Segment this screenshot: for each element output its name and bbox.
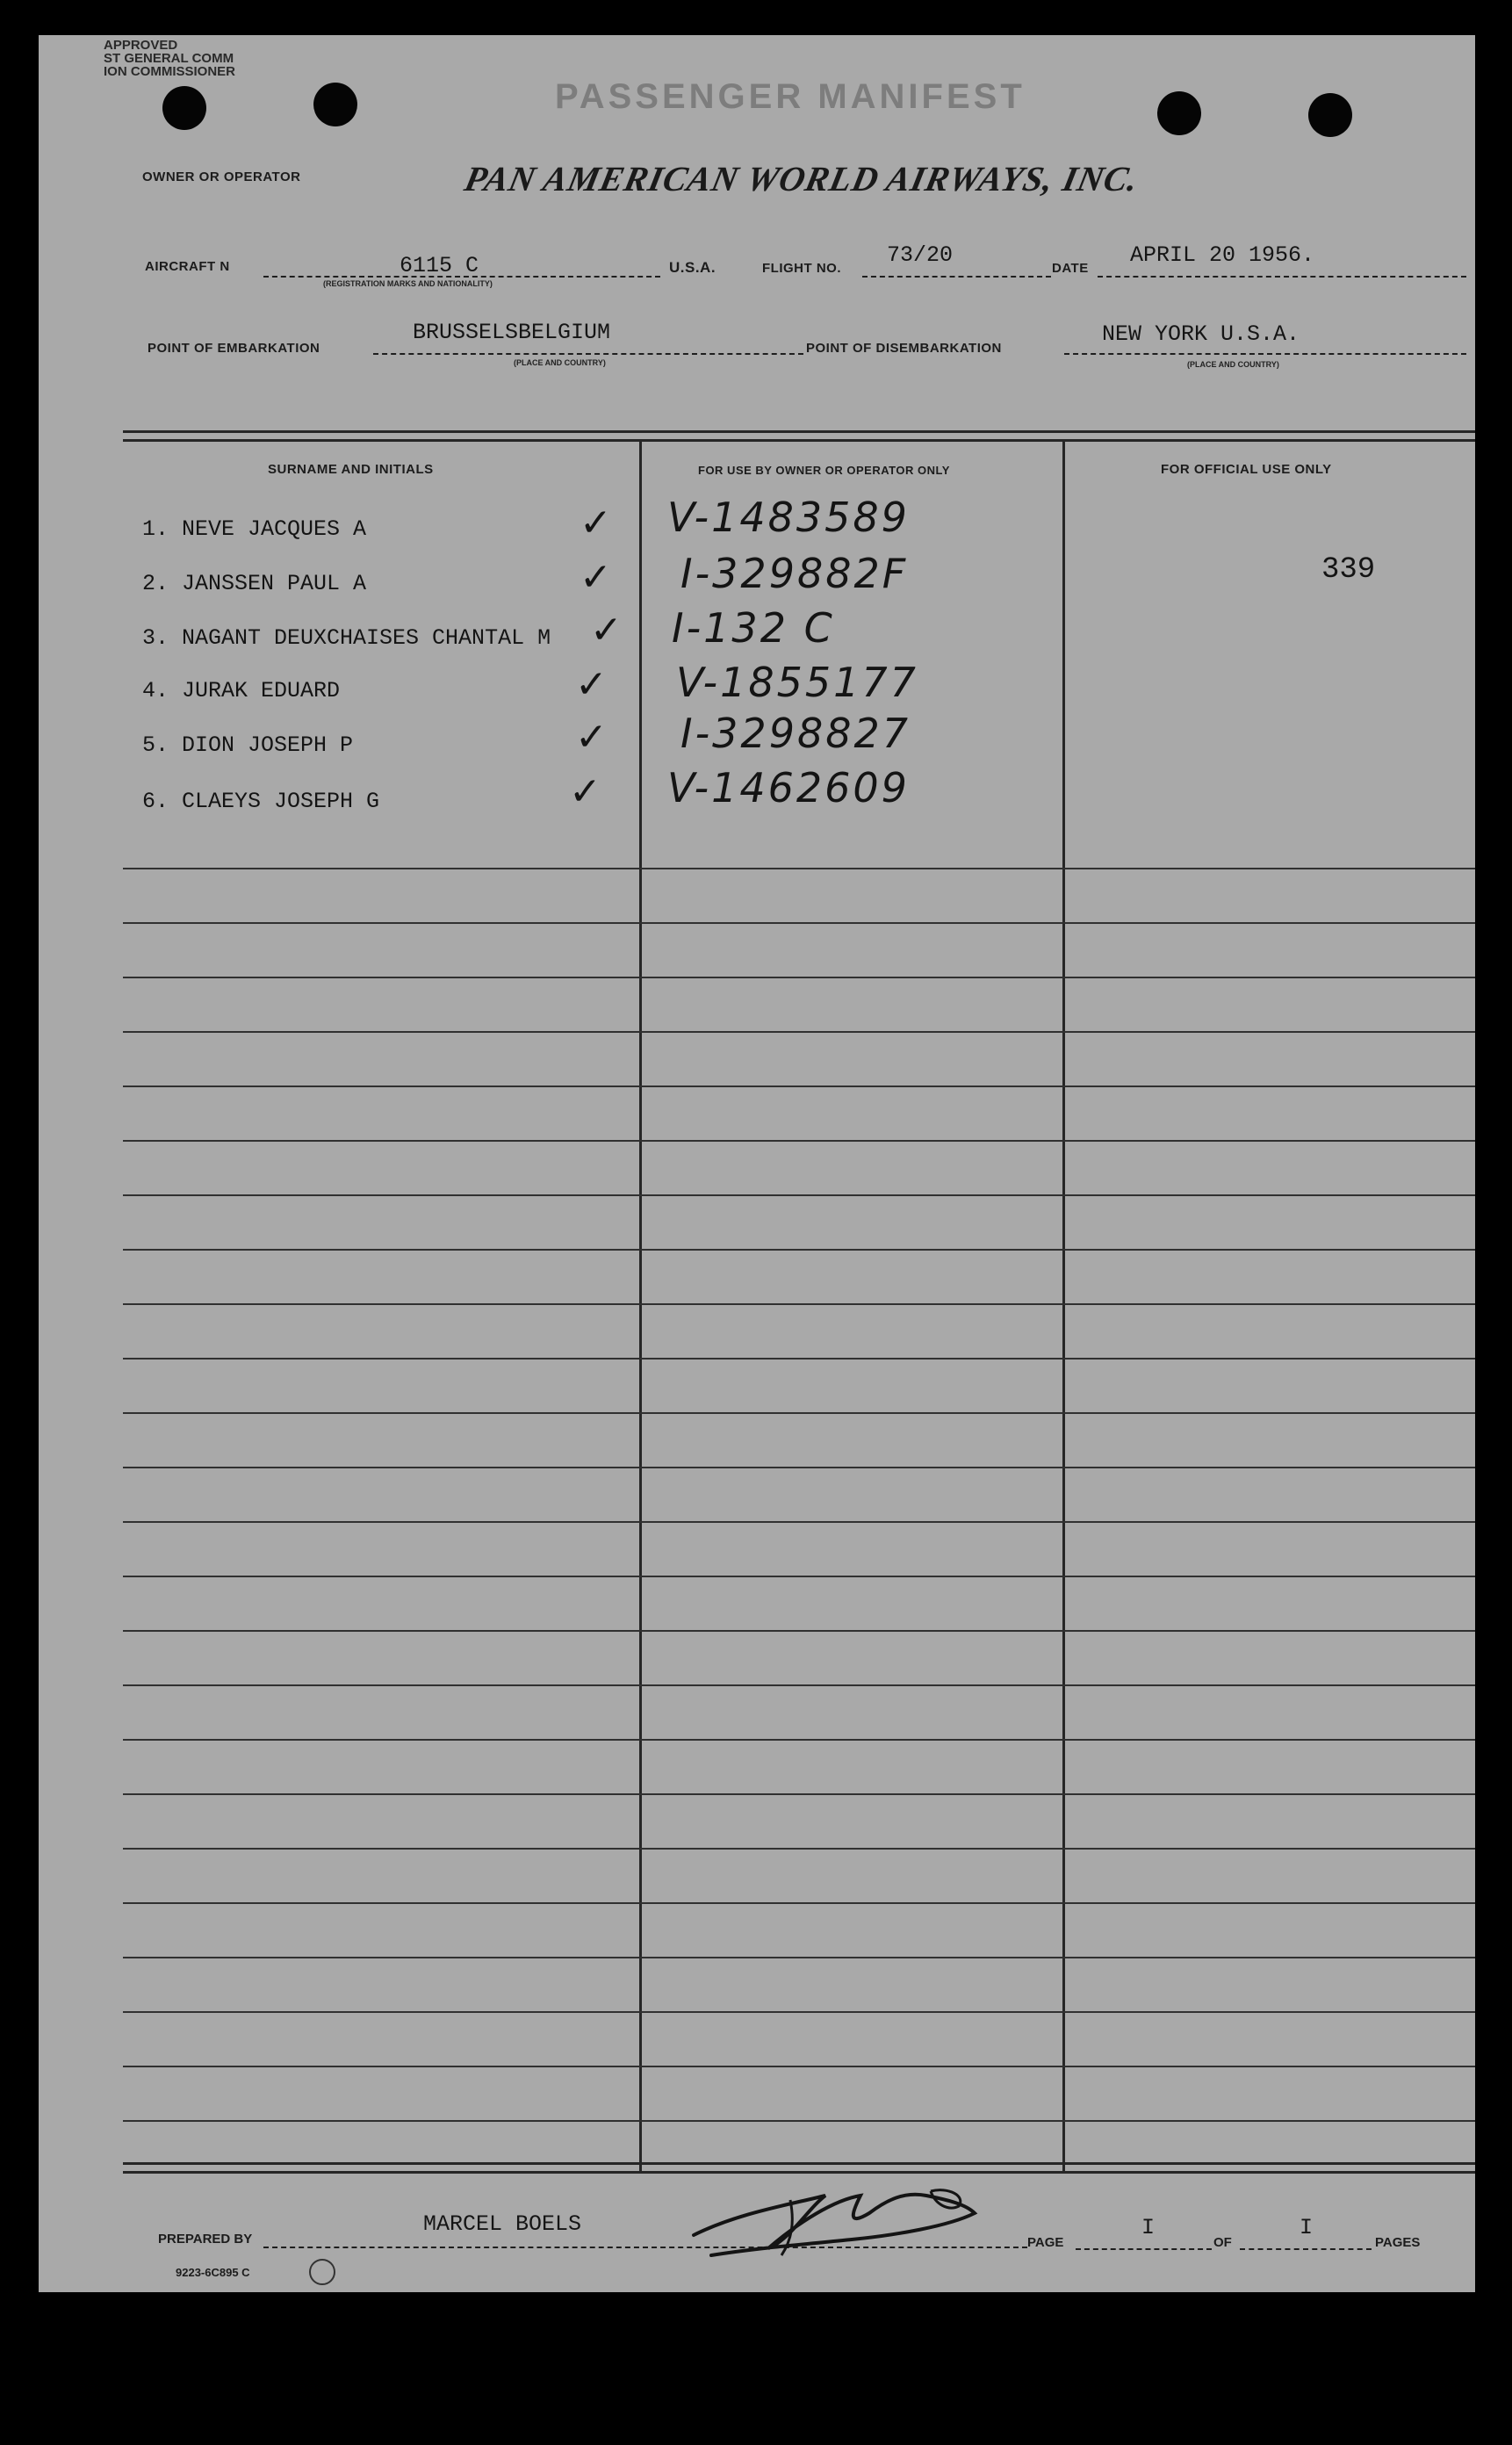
aircraft-number: 6115 C — [400, 253, 479, 278]
disembarkation-label: POINT OF DISEMBARKATION — [806, 341, 1002, 356]
registration-note: (REGISTRATION MARKS AND NATIONALITY) — [323, 279, 493, 288]
stamp-line: ION COMMISSIONER — [104, 64, 236, 79]
row-rule — [123, 1031, 1475, 1033]
disembarkation-place-note: (PLACE AND COUNTRY) — [1187, 360, 1279, 369]
row-rule — [123, 1358, 1475, 1360]
disembarkation-underline — [1064, 353, 1466, 355]
row-rule — [123, 868, 1475, 869]
owner-label: OWNER OR OPERATOR — [142, 169, 301, 184]
column-header-official: FOR OFFICIAL USE ONLY — [1161, 462, 1332, 477]
stamp-line: APPROVED — [104, 38, 178, 53]
row-rule — [123, 977, 1475, 978]
row-rule — [123, 1194, 1475, 1196]
embarkation-point: BRUSSELSBELGIUM — [413, 320, 611, 345]
row-rule — [123, 1085, 1475, 1087]
page-number: I — [1141, 2215, 1156, 2240]
official-entry: 339 — [1321, 553, 1376, 587]
usa-label: U.S.A. — [669, 259, 716, 276]
of-label: OF — [1213, 2235, 1232, 2250]
date-underline — [1098, 276, 1466, 278]
row-rule — [123, 1467, 1475, 1468]
page-title: PASSENGER MANIFEST — [555, 77, 1026, 116]
row-rule — [123, 1412, 1475, 1414]
column-header-operator: FOR USE BY OWNER OR OPERATOR ONLY — [698, 464, 950, 477]
column-divider — [1062, 441, 1065, 2171]
row-rule — [123, 1576, 1475, 1577]
approval-stamp — [104, 39, 332, 78]
flight-number: 73/20 — [887, 242, 954, 268]
flight-underline — [862, 276, 1051, 278]
prepared-by-name: MARCEL BOELS — [423, 2211, 582, 2237]
embarkation-underline — [373, 353, 803, 355]
row-rule — [123, 1249, 1475, 1251]
row-rule — [123, 1739, 1475, 1741]
column-divider — [639, 441, 642, 2171]
row-rule — [123, 1684, 1475, 1686]
passenger-name: 5. DION JOSEPH P — [142, 732, 354, 758]
operator-reference: I-132 C — [672, 604, 835, 652]
of-underline — [1240, 2248, 1372, 2250]
prepared-by-label: PREPARED BY — [158, 2232, 253, 2247]
row-rule — [123, 1957, 1475, 1958]
page-total: I — [1300, 2215, 1314, 2240]
row-rule — [123, 2011, 1475, 2013]
punch-hole — [313, 83, 357, 126]
check-mark: ✓ — [569, 769, 601, 814]
row-rule — [123, 1848, 1475, 1850]
passenger-name: 4. JURAK EDUARD — [142, 678, 341, 703]
operator-reference: I-3298827 — [680, 710, 911, 757]
row-rule — [123, 1521, 1475, 1523]
page-underline — [1076, 2248, 1212, 2250]
punch-hole — [162, 86, 206, 130]
table-top-rule — [123, 430, 1475, 433]
row-rule — [123, 1303, 1475, 1305]
operator-reference: V-1483589 — [667, 494, 910, 541]
table-top-rule — [123, 439, 1475, 442]
union-label-icon — [309, 2259, 335, 2285]
check-mark: ✓ — [575, 715, 608, 760]
check-mark: ✓ — [575, 662, 608, 707]
disembarkation-point: NEW YORK U.S.A. — [1102, 321, 1300, 347]
row-rule — [123, 1140, 1475, 1142]
operator-reference: V-1855177 — [676, 659, 918, 706]
passenger-name: 1. NEVE JACQUES A — [142, 516, 367, 542]
check-mark: ✓ — [590, 608, 623, 653]
row-rule — [123, 1902, 1475, 1904]
punch-hole — [1308, 93, 1352, 137]
signature — [685, 2160, 1019, 2266]
manifest-sheet — [39, 35, 1475, 2292]
row-rule — [123, 2120, 1475, 2122]
embarkation-label: POINT OF EMBARKATION — [148, 341, 320, 356]
aircraft-label: AIRCRAFT N — [145, 259, 230, 274]
check-mark: ✓ — [580, 555, 612, 600]
manifest-date: APRIL 20 1956. — [1130, 242, 1315, 268]
column-header-surname: SURNAME AND INITIALS — [268, 462, 434, 477]
operator-reference: V-1462609 — [667, 764, 910, 811]
check-mark: ✓ — [580, 501, 612, 545]
operator-reference: I-329882F — [680, 550, 909, 597]
pages-label: PAGES — [1375, 2235, 1421, 2250]
stamp-line: ST GENERAL COMM — [104, 51, 234, 66]
passenger-name: 2. JANSSEN PAUL A — [142, 571, 367, 596]
row-rule — [123, 2066, 1475, 2067]
passenger-name: 6. CLAEYS JOSEPH G — [142, 789, 380, 814]
date-label: DATE — [1052, 261, 1089, 276]
passenger-name: 3. NAGANT DEUXCHAISES CHANTAL M — [142, 625, 551, 651]
page-label: PAGE — [1027, 2235, 1064, 2250]
embarkation-place-note: (PLACE AND COUNTRY) — [514, 358, 606, 367]
row-rule — [123, 1630, 1475, 1632]
row-rule — [123, 1793, 1475, 1795]
punch-hole — [1157, 91, 1201, 135]
row-rule — [123, 922, 1475, 924]
flight-label: FLIGHT NO. — [762, 261, 841, 276]
airline-name: PAN AMERICAN WORLD AIRWAYS, INC. — [461, 159, 1143, 198]
form-code: 9223-6C895 C — [176, 2266, 250, 2279]
